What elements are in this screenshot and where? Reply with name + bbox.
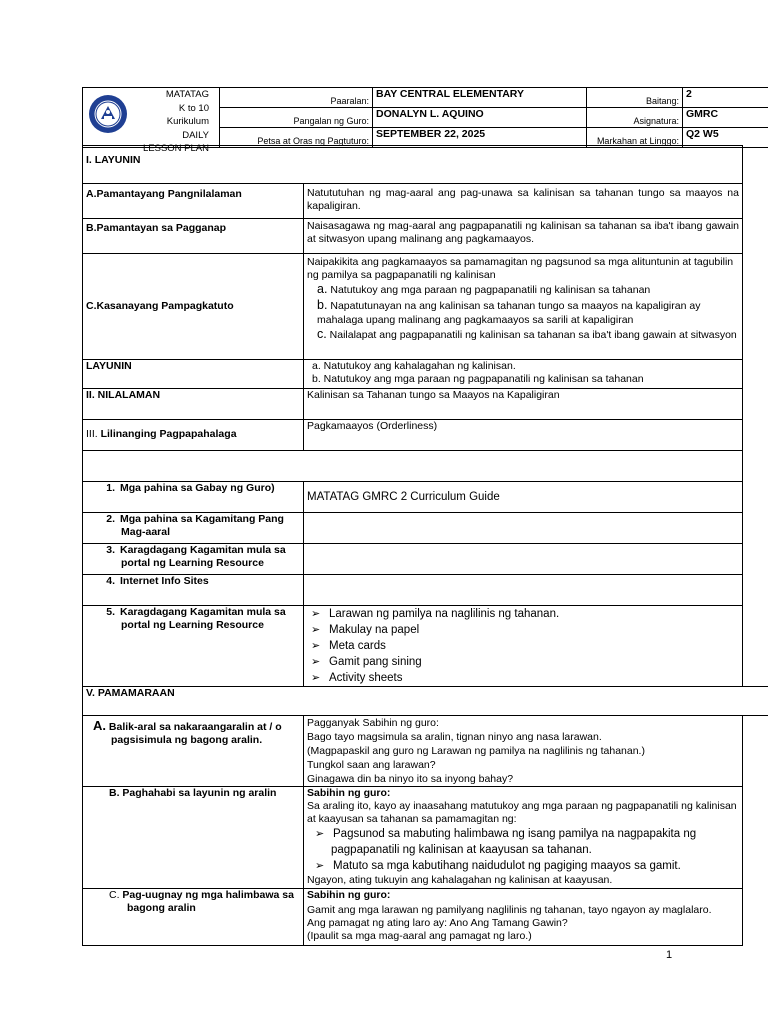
content-line: Tungkol saan ang larawan? <box>307 759 436 771</box>
step-letter: C. <box>109 888 120 901</box>
step-letter: A. <box>93 718 106 733</box>
resource-label: 4. Internet Info Sites <box>83 575 304 606</box>
content-line: Bago tayo magsimula sa aralin, tignan ninyo ang nasa larawan. <box>307 731 602 743</box>
item-letter: c. <box>317 326 327 341</box>
item-letter: a. <box>317 282 328 297</box>
pamantayang-pangnilalaman-label: A.Pamantayang Pangnilalaman <box>83 184 304 219</box>
resource-label: 1. Mga pahina sa Gabay ng Guro) <box>83 482 304 513</box>
title-line: DAILY <box>182 129 209 141</box>
resource-label: 2. Mga pahina sa Kagamitang Pang Mag-aaral <box>83 513 304 544</box>
content-line: (Magpapaskil ang guro ng Larawan ng pamilya na naglilinis ng tahanan.) <box>307 745 645 757</box>
resource-value: MATATAG GMRC 2 Curriculum Guide <box>304 482 743 513</box>
paaralan-label: Paaralan: <box>220 88 373 108</box>
content-heading: Sabihin ng guro: <box>307 888 391 901</box>
content-line: (Ipaulit sa mga mag-aaral ang pamagat ng laro.) <box>307 929 532 942</box>
pag-uugnay-content <box>304 888 743 945</box>
asignatura-label: Asignatura: <box>587 108 683 128</box>
baitang-label: Baitang: <box>587 88 683 108</box>
balik-aral-label <box>83 716 304 787</box>
item-text: Natutukoy ang mga paraan ng pagpapanatili ng kalinisan sa tahanan <box>327 284 651 297</box>
kasanayan-cell <box>304 254 743 360</box>
list-item: ➢ Matuto sa mga kabutihang naidudulot ng pagiging maayos sa gamit. <box>315 858 739 874</box>
paaralan-value: BAY CENTRAL ELEMENTARY <box>373 88 587 108</box>
markahan-label: Markahan at Linggo: <box>587 128 683 148</box>
title-line: LESSON PLAN <box>143 143 209 154</box>
nilalaman-label: II. NILALAMAN <box>83 389 304 420</box>
list-item: ➢ Makulay na papel <box>311 622 739 638</box>
balik-aral-content <box>304 716 743 787</box>
kasanayan-label: C.Kasanayang Pampagkatuto <box>83 254 304 360</box>
title-line: K to 10 Kurikulum <box>166 102 209 127</box>
content-line: Ginagawa din ba ninyo ito sa inyong bahay? <box>307 773 514 785</box>
materials-list <box>307 606 739 686</box>
lilinangin-num: III. <box>86 428 98 441</box>
layunin-label: LAYUNIN <box>83 360 304 389</box>
list-item: ➢ Gamit pang sining <box>311 654 739 670</box>
petsa-value: SEPTEMBER 22, 2025 <box>373 128 587 148</box>
kasanayan-item <box>307 327 739 343</box>
header-table <box>82 87 768 154</box>
pag-uugnay-label <box>83 888 304 945</box>
blank-row <box>83 451 743 482</box>
layunin-item: b. Natutukoy ang mga paraan ng pagpapanatili ng kalinisan sa tahanan <box>312 373 644 386</box>
item-letter: b. <box>317 297 328 312</box>
asignatura-value: GMRC <box>683 108 768 128</box>
lilinangin-label-cell <box>83 420 304 451</box>
resource-value <box>304 513 743 544</box>
baitang-value: 2 <box>683 88 768 108</box>
paghahabi-content <box>304 787 743 889</box>
content-line: Sa araling ito, kayo ay inaasahang matutukoy ang mga paraan ng pagpapanatili ng kalinisan at kaayusan sa tahanan sa pamamagitan ng: <box>307 800 737 826</box>
pamantayang-pangnilalaman-text: Natututuhan ng mag-aaral ang pag-unawa sa kalinisan sa tahanan tungo sa maayos na kapaligiran. <box>304 184 743 219</box>
step-label: Balik-aral sa nakaraangaralin at / o pagsisimula ng bagong aralin. <box>108 721 282 747</box>
content-line: Ang pamagat ng ating laro ay: Ano Ang Tamang Gawin? <box>307 916 568 929</box>
guro-label: Pangalan ng Guro: <box>220 108 373 128</box>
pamantayan-pagganap-label: B.Pamantayan sa Pagganap <box>83 219 304 254</box>
list-item: ➢ Pagsunod sa mabuting halimbawa ng isang pamilya na nagpapakita ng pagpapanatili ng kalinisan at kaayusan sa tahanan. <box>315 826 739 858</box>
kasanayan-intro: Naipakikita ang pagkamaayos sa pamamagitan ng pagsunod sa mga alituntunin at tagubilin ng pamilya sa pagpapanatili ng kalinisan <box>307 256 734 282</box>
paghahabi-list <box>307 826 739 874</box>
layunin-heading: I. LAYUNIN <box>83 146 743 184</box>
step-label: Pag-uugnay ng mga halimbawa sa bagong aralin <box>122 888 294 914</box>
list-item: ➢ Larawan ng pamilya na naglilinis ng tahanan. <box>311 606 739 622</box>
guro-value: DONALYN L. AQUINO <box>373 108 587 128</box>
kasanayan-item <box>307 298 739 327</box>
content-line: Ngayon, ating tukuyin ang kahalagahan ng kalinisan at kaayusan. <box>307 874 613 887</box>
title-line: MATATAG <box>165 89 209 100</box>
list-item: ➢ Activity sheets <box>311 670 739 686</box>
lesson-table <box>82 145 768 946</box>
content-line: Pagganyak Sabihin ng guro: <box>307 717 439 729</box>
pamantayan-pagganap-text: Naisasagawa ng mag-aaral ang pagpapanatili ng kalinisan sa tahanan sa iba't ibang gawain at sitwasyon upang malinang ang pagkamaayos. <box>304 219 743 254</box>
layunin-item: a. Natutukoy ang kahalagahan ng kalinisan. <box>312 360 516 372</box>
resource-value <box>304 544 743 575</box>
kasanayan-item <box>307 282 739 298</box>
resource-label: 5. Karagdagang Kagamitan mula sa portal ng Learning Resource <box>83 606 304 687</box>
materials-cell <box>304 606 743 687</box>
pamamaraan-heading: V. PAMAMARAAN <box>83 687 768 716</box>
item-text: Napatutunayan na ang kalinisan sa tahanan tungo sa maayos na kapaligiran ay mahalaga upang malinang ang pagkamaayos sa sarili at kapaligiran <box>317 299 701 326</box>
markahan-value: Q2 W5 <box>683 128 768 148</box>
nilalaman-text: Kalinisan sa Tahanan tungo sa Maayos na Kapaligiran <box>304 389 743 420</box>
item-text: Nailalapat ang pagpapanatili ng kalinisan sa tahanan sa iba't ibang gawain at sitwasyon <box>326 328 737 341</box>
lilinangin-label: Lilinanging Pagpapahalaga <box>100 428 237 441</box>
layunin-cell <box>304 360 743 389</box>
paghahabi-label: B. Paghahabi sa layunin ng aralin <box>83 787 304 889</box>
lilinangin-text: Pagkamaayos (Orderliness) <box>304 420 743 451</box>
header-logo-cell <box>83 88 220 154</box>
content-heading: Sabihin ng guro: <box>307 787 391 799</box>
page-number: 1 <box>666 949 673 961</box>
list-item: ➢ Meta cards <box>311 638 739 654</box>
resource-label: 3. Karagdagang Kagamitan mula sa portal ng Learning Resource <box>83 544 304 575</box>
content-line: Gamit ang mga larawan ng pamilyang naglilinis ng tahanan, tayo ngayon ay maglalaro. <box>307 903 712 916</box>
resource-value <box>304 575 743 606</box>
petsa-label: Petsa at Oras ng Pagtuturo: <box>220 128 373 148</box>
deped-seal-icon <box>88 94 128 134</box>
